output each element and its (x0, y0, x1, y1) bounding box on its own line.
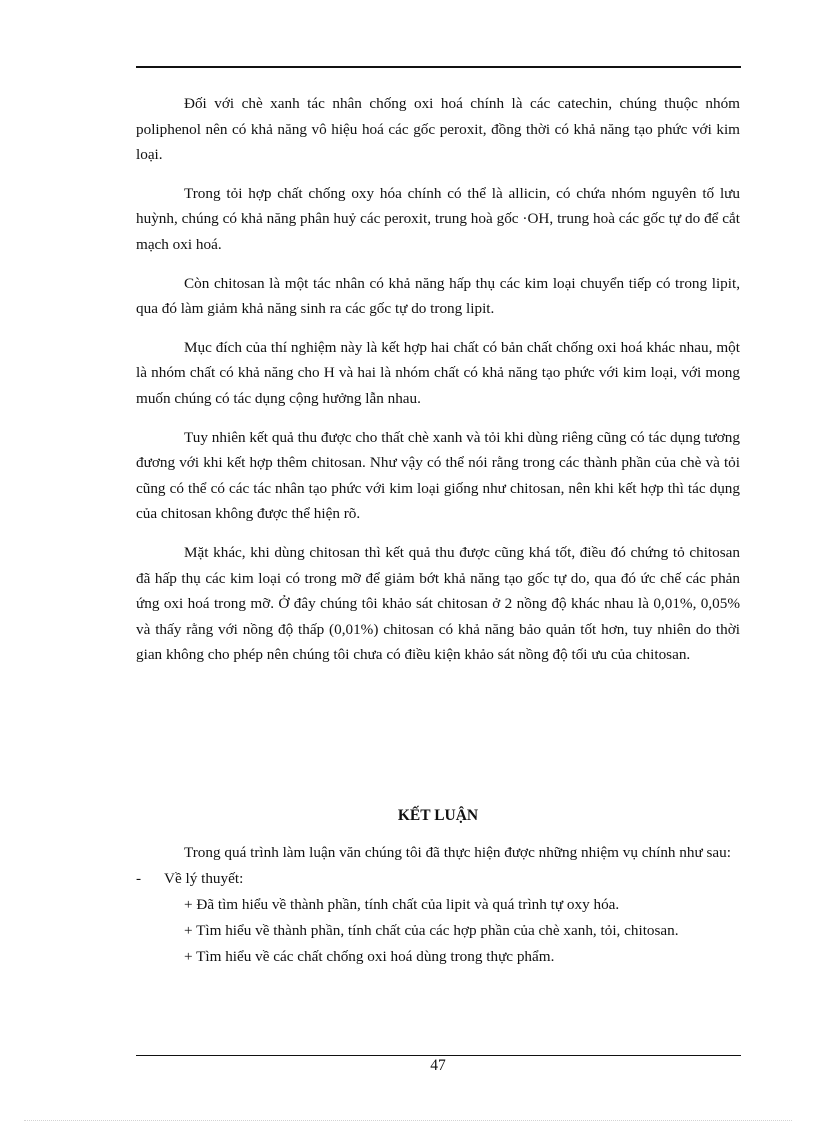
conclusion-heading: KẾT LUẬN (397, 807, 479, 824)
dash-bullet: - (136, 870, 142, 887)
conclusion-section (136, 840, 740, 970)
theory-subitem-antioxidants: + Tìm hiểu về các chất chống oxi hoá dùng trong thực phẩm. (184, 948, 555, 965)
paragraph-green-tea: Đối với chè xanh tác nhân chống oxi hoá chính là các catechin, chúng thuộc nhóm poliphenol nên có khả năng vô hiệu hoá các gốc peroxit, đồng thời có khả năng tạo phức với kim loại. (136, 95, 740, 164)
page-number: 47 (430, 1057, 446, 1074)
paragraph-garlic: Trong tỏi hợp chất chống oxy hóa chính có thể là allicin, có chứa nhóm nguyên tố lưu huỳnh, chúng có khả năng phân huỷ các peroxit, trung hoà gốc ·OH, trung hoà các gốc tự do để cắt mạch oxi hoá. (136, 184, 740, 253)
paragraph-results: Tuy nhiên kết quả thu được cho thất chè xanh và tỏi khi dùng riêng cũng có tác dụng tương đương với khi kết hợp thêm chitosan. Như vậy có thể nói rằng trong các thành phần của chè và tỏi cũng có thể có các tác nhân tạo phức với kim loại giống như chitosan, nên khi kết hợp thì tác dụng của chitosan không được thể hiện rõ. (136, 428, 740, 523)
paragraph-chitosan: Còn chitosan là một tác nhân có khả năng hấp thụ các kim loại chuyển tiếp có trong lipit, qua đó làm giảm khả năng sinh ra các gốc tự do trong lipit. (136, 274, 740, 318)
theory-list-item (136, 866, 740, 892)
paragraph-chitosan-results: Mặt khác, khi dùng chitosan thì kết quả thu được cũng khá tốt, điều đó chứng tỏ chitosan đã hấp thụ các kim loại có trong mỡ để giảm bớt khả năng tạo gốc tự do, qua đó ức chế các phản ứng oxi hoá trong mỡ. Ở đây chúng tôi khảo sát chitosan ở 2 nồng độ khác nhau là 0,01%, 0,05% và thấy rằng với nồng độ thấp (0,01%) chitosan có khả năng bảo quản tốt hơn, tuy nhiên do thời gian không cho phép nên chúng tôi chưa có điều kiện khảo sát nồng độ tối ưu của chitosan. (136, 543, 740, 664)
page-edge-divider (24, 1120, 792, 1121)
body-text (136, 91, 740, 668)
paragraph-experiment-purpose: Mục đích của thí nghiệm này là kết hợp hai chất có bản chất chống oxi hoá khác nhau, một là nhóm chất có khả năng cho H và hai là nhóm chất có khả năng tạo phức với kim loại, với mong muốn chúng có tác dụng cộng hưởng lẫn nhau. (136, 338, 740, 407)
theory-subitem-lipit: + Đã tìm hiểu về thành phần, tính chất của lipit và quá trình tự oxy hóa. (184, 896, 620, 913)
theory-label: Về lý thuyết: (164, 870, 244, 887)
conclusion-intro: Trong quá trình làm luận văn chúng tôi đã thực hiện được những nhiệm vụ chính như sau: (184, 844, 731, 861)
theory-subitem-components: + Tìm hiểu về thành phần, tính chất của các hợp phần của chè xanh, tỏi, chitosan. (184, 922, 679, 939)
header-rule (136, 66, 741, 68)
